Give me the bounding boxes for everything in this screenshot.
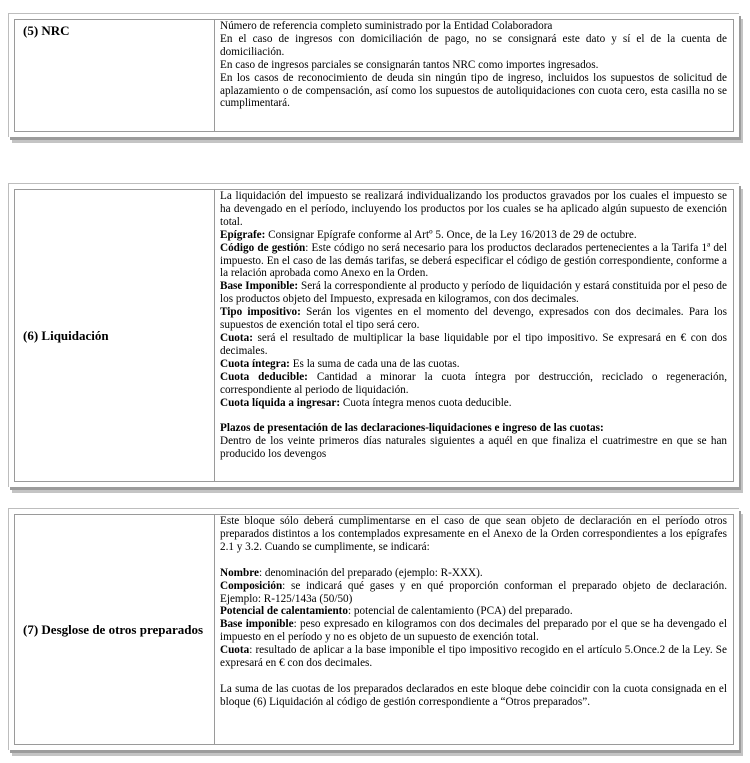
nrc-line: En caso de ingresos parciales se consignarán tantos NRC como importes ingresados. [220, 58, 599, 71]
definition-item [220, 229, 727, 242]
definition-term: Potencial de calentamiento [220, 605, 349, 618]
plazos-text: Dentro de los veinte primeros días naturales siguientes a aquél en que finaliza el cuatrimestre en que se han producido los devengos [220, 435, 727, 461]
desglose-table [14, 514, 734, 745]
definition-text: : potencial de calentamiento (PCA) del preparado. [348, 605, 573, 618]
definition-term: Nombre [220, 566, 259, 579]
liquidacion-label: (6) Liquidación [23, 327, 109, 343]
definition-item [220, 644, 727, 670]
definition-text: Es la suma de cada una de las cuotas. [289, 357, 460, 370]
definition-item [220, 332, 727, 358]
liquidacion-intro: La liquidación del impuesto se realizará individualizando los productos gravados por los cuales el impuesto se ha devengado en el período, incluyendo los productos por los cuales se ha aplicado algún supuesto de exención total. [220, 190, 727, 228]
nrc-line: En los casos de reconocimiento de deuda sin ningún tipo de ingreso, incluidos los supuestos de solicitud de aplazamiento o de compensación, así como los supuestos de autoliquidaciones con cuota cero, esta casilla no se cumplimentará. [220, 71, 727, 110]
plazos-title [220, 422, 727, 435]
liquidacion-description [215, 190, 733, 481]
definition-text: Serán los vigentes en el momento del devengo, expresados con dos decimales. Para los supuestos de exención total el tipo será cero. [220, 306, 727, 332]
definition-term: Tipo impositivo: [220, 306, 301, 319]
plazos-title-text: Plazos de presentación de las declaraciones-liquidaciones e ingreso de las cuotas: [220, 422, 604, 435]
definition-item [220, 358, 727, 371]
definition-text: : peso expresado en kilogramos con dos decimales del preparado por el que se ha devengado el impuesto en el período y no es objeto de un supuesto de exención total. [220, 618, 727, 644]
definition-text: Cuota íntegra menos cuota deducible. [340, 396, 512, 409]
definition-term: Base imponible [220, 618, 294, 631]
definition-text: Consignar Epígrafe conforme al Artº 5. Once, de la Ley 16/2013 de 29 de octubre. [265, 228, 637, 241]
spacer [220, 554, 727, 567]
nrc-line: Número de referencia completo suministrado por la Entidad Colaboradora [220, 20, 553, 32]
nrc-table [14, 19, 734, 132]
desglose-intro: Este bloque sólo deberá cumplimentarse en el caso de que sean objeto de declaración en el período otros preparados distintos a los contemplados expresamente en el Anexo de la Orden correspondientes a los epígrafes 2.1 y 3.2. Cuando se cumplimente, se indicará: [220, 515, 727, 553]
definition-item [220, 580, 727, 606]
definition-text: Será la correspondiente al producto y período de liquidación y estará constituida por el peso de los productos objeto del Impuesto, expresada en kilogramos, con dos decimales. [220, 280, 727, 306]
definition-item [220, 605, 727, 618]
desglose-description [215, 515, 733, 744]
definition-term: Cuota íntegra: [220, 357, 290, 370]
definition-term: Cuota deducible: [220, 370, 308, 383]
definition-term: Composición [220, 579, 283, 592]
definition-term: Código de gestión [220, 241, 306, 254]
nrc-description [215, 20, 733, 131]
definition-term: Base Imponible: [220, 280, 299, 293]
definition-item [220, 397, 727, 410]
liquidacion-label-cell [15, 190, 215, 481]
spacer [220, 670, 727, 683]
definition-text: será el resultado de multiplicar la base liquidable por el tipo impositivo. Se expresará en € con dos decimales. [220, 331, 727, 357]
definition-item [220, 567, 727, 580]
definition-item [220, 306, 727, 332]
definition-text: Cantidad a minorar la cuota íntegra por destrucción, reciclado o regeneración, correspondiente al periodo de liquidación. [220, 370, 727, 396]
nrc-label: (5) NRC [23, 23, 70, 38]
nrc-line: En el caso de ingresos con domiciliación de pago, no se consignará este dato y sí el de la cuenta de domiciliación. [220, 32, 727, 58]
desglose-label-cell [15, 515, 215, 744]
spacer [220, 409, 727, 422]
desglose-closing: La suma de las cuotas de los preparados declarados en este bloque debe coincidir con la cuota consignada en el bloque (6) Liquidación al código de gestión correspondiente a “Otros preparados”. [220, 682, 727, 708]
desglose-block [8, 508, 739, 750]
definition-term: Cuota [220, 644, 250, 657]
nrc-label-cell [15, 20, 215, 131]
definition-term: Cuota líquida a ingresar: [220, 396, 341, 409]
definition-text: : se indicará qué gases y en qué proporción conforman el preparado objeto de declaración. Ejemplo: R-125/143a (50/50) [220, 579, 727, 605]
liquidacion-table [14, 189, 734, 482]
liquidacion-block [8, 183, 739, 487]
definition-item [220, 280, 727, 306]
definition-text: : denominación del preparado (ejemplo: R-XXX). [258, 566, 483, 579]
nrc-block [8, 13, 739, 137]
definition-item [220, 618, 727, 644]
definition-item [220, 371, 727, 397]
desglose-label: (7) Desglose de otros preparados [23, 621, 204, 637]
definition-item [220, 242, 727, 281]
definition-text: : Este código no será necesario para los productos declarados pertenecientes a la Tarifa 1ª del impuesto. En el caso de las demás tarifas, se deberá especificar el código de gestión correspondiente, conforme a la relación aprobada como Anexo en la Orden. [220, 241, 727, 280]
definition-term: Cuota: [220, 331, 253, 344]
definition-term: Epígrafe: [220, 228, 266, 241]
definition-text: : resultado de aplicar a la base imponible el tipo impositivo recogido en el artículo 5.Once.2 de la Ley. Se expresará en € con dos decimales. [220, 644, 727, 670]
